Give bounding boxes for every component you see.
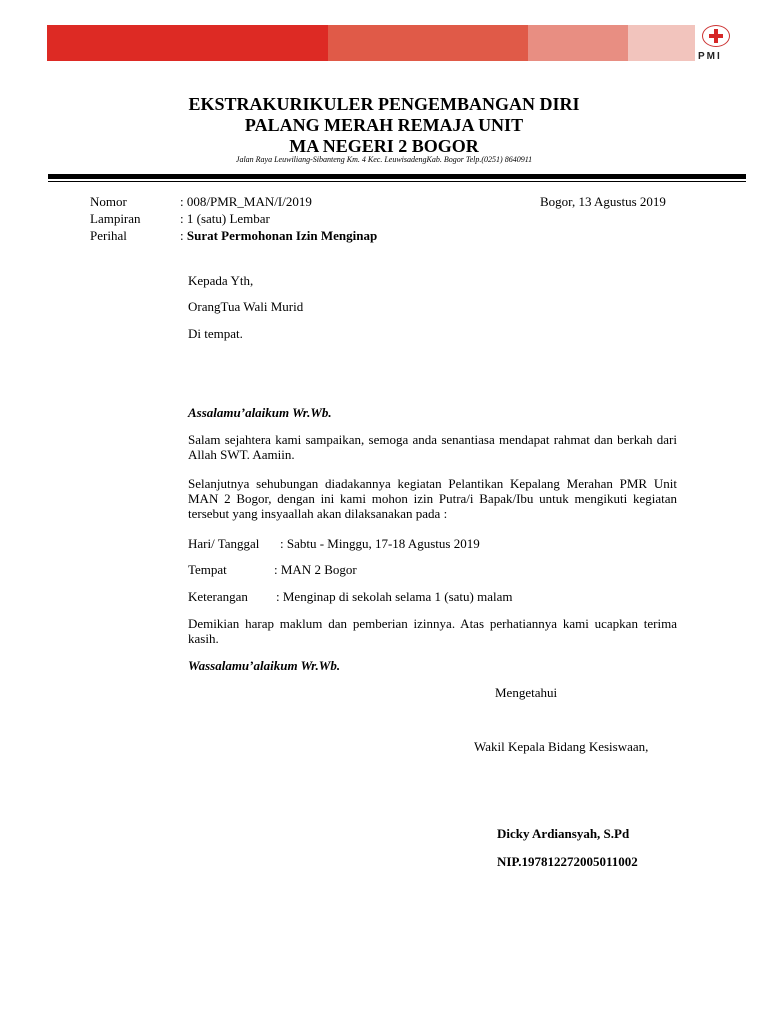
header-divider-thin — [48, 181, 746, 182]
letter-date: Bogor, 13 Agustus 2019 — [540, 194, 666, 209]
header-band-segment-2 — [328, 25, 528, 61]
signatory-nip: NIP.197812272005011002 — [497, 854, 638, 869]
title-line-2: PALANG MERAH REMAJA UNIT — [244, 115, 524, 135]
perihal-prefix: : — [180, 228, 187, 243]
perihal-row — [180, 228, 377, 244]
red-cross-icon — [702, 25, 730, 47]
logo-text: PMI — [698, 51, 722, 62]
address-line: Jalan Raya Leuwiliang-Sibanteng Km. 4 Kec. LeuwisadengKab. Bogor Telp.(0251) 8640911 — [235, 155, 533, 164]
lampiran-label: Lampiran — [90, 211, 141, 226]
mengetahui-label: Mengetahui — [495, 685, 558, 700]
recipient-line-1: Kepada Yth, — [188, 273, 254, 288]
header-band-segment-4 — [628, 25, 695, 61]
nomor-label: Nomor — [90, 194, 127, 209]
paragraph-1: Salam sejahtera kami sampaikan, semoga anda senantiasa mendapat rahmat dan berkah dari Allah SWT. Aamiin. — [188, 432, 677, 462]
farewell: Wassalamu’alaikum Wr.Wb. — [188, 658, 341, 673]
greeting: Assalamu’alaikum Wr.Wb. — [188, 405, 332, 420]
detail-label-note: Keterangan — [188, 589, 248, 604]
perihal-label: Perihal — [90, 228, 127, 243]
header-band-segment-3 — [528, 25, 628, 61]
lampiran-value: : 1 (satu) Lembar — [180, 211, 270, 226]
header-band-segment-1 — [47, 25, 328, 61]
detail-label-date: Hari/ Tanggal — [188, 536, 260, 551]
title-line-3: MA NEGERI 2 BOGOR — [289, 136, 479, 156]
detail-value-note: : Menginap di sekolah selama 1 (satu) malam — [276, 589, 513, 604]
nomor-value: : 008/PMR_MAN/I/2019 — [180, 194, 312, 209]
pmi-logo — [696, 25, 736, 65]
detail-value-place: : MAN 2 Bogor — [274, 562, 357, 577]
recipient-line-3: Di tempat. — [188, 326, 243, 341]
perihal-value: Surat Permohonan Izin Menginap — [186, 228, 378, 243]
detail-value-date: : Sabtu - Minggu, 17-18 Agustus 2019 — [280, 536, 480, 551]
header-divider — [48, 174, 746, 179]
recipient-line-2: OrangTua Wali Murid — [188, 299, 304, 314]
detail-label-place: Tempat — [188, 562, 227, 577]
closing-paragraph: Demikian harap maklum dan pemberian izinnya. Atas perhatiannya kami ucapkan terima kasih. — [188, 616, 677, 646]
title-line-1: EKSTRAKURIKULER PENGEMBANGAN DIRI — [188, 94, 580, 114]
signatory-name: Dicky Ardiansyah, S.Pd — [497, 826, 630, 841]
signatory-position: Wakil Kepala Bidang Kesiswaan, — [474, 739, 649, 754]
paragraph-2: Selanjutnya sehubungan diadakannya kegiatan Pelantikan Kepalang Merahan PMR Unit MAN 2 Bogor, dengan ini kami mohon izin Putra/i Bapak/Ibu untuk mengikuti kegiatan tersebut yang insyaallah akan dilaksanakan pada : — [188, 476, 677, 521]
